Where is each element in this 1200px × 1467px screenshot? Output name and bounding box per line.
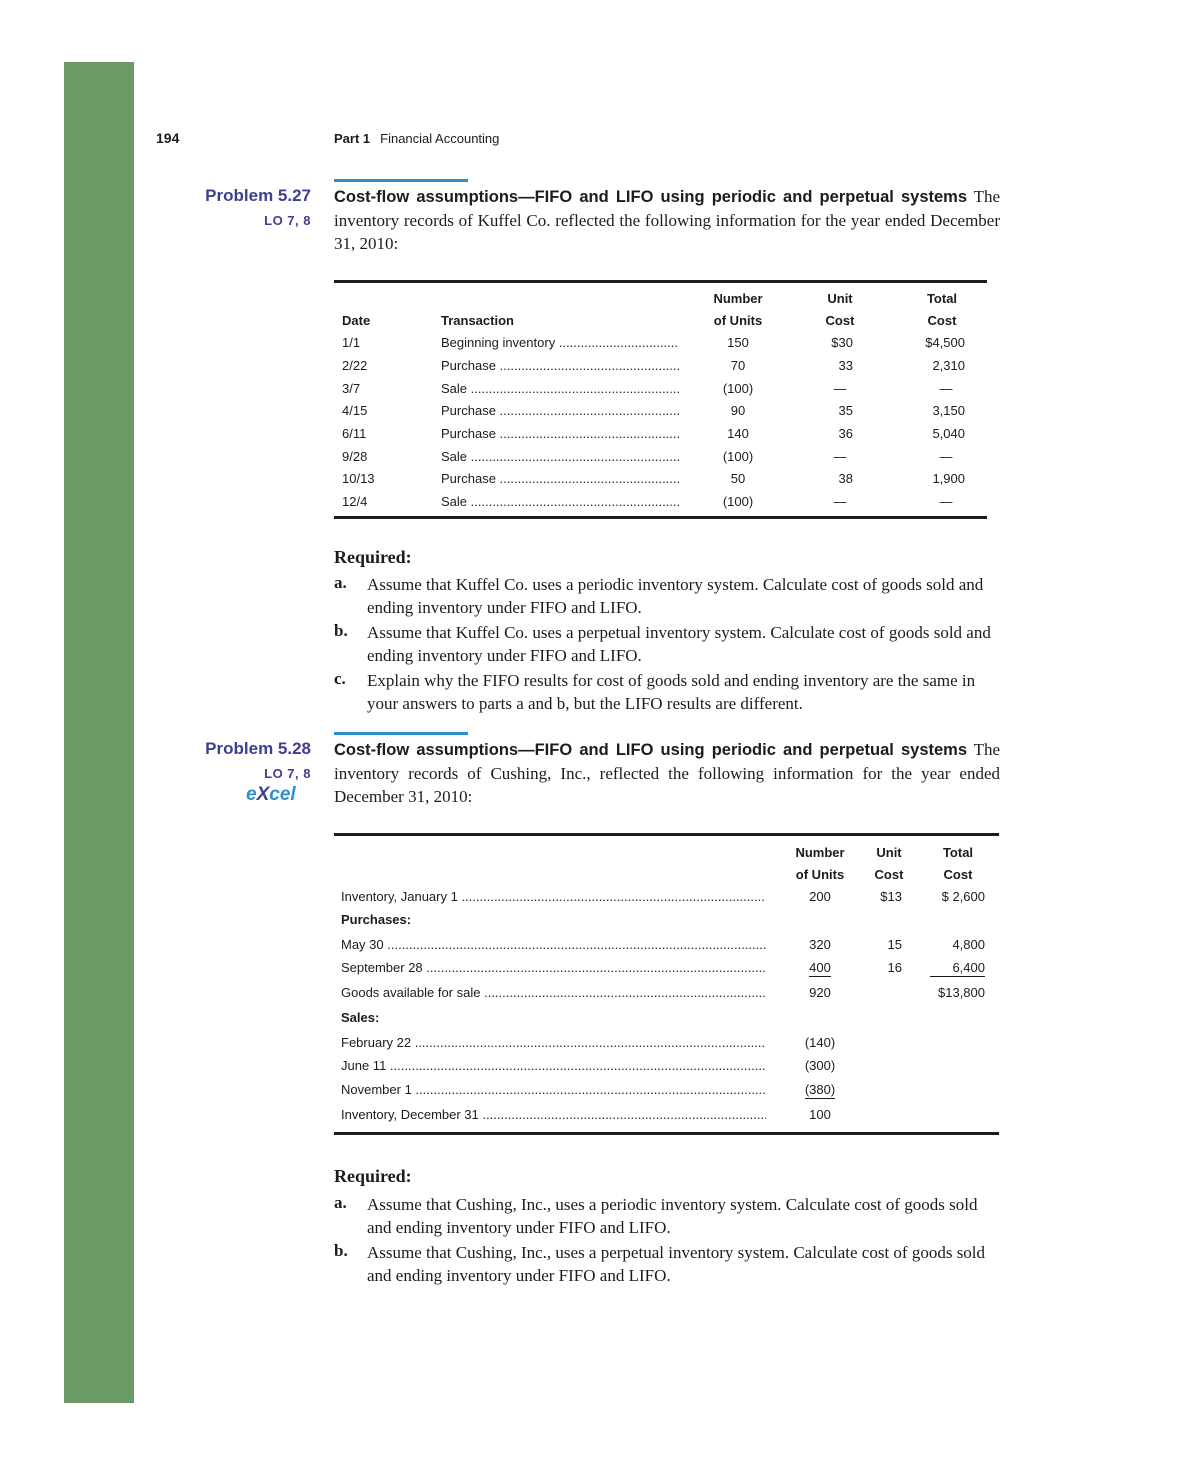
- learning-objective: LO 7, 8: [264, 766, 311, 781]
- cell-label: Goods available for sale .....: [341, 985, 766, 1000]
- cell-total-cost: $4,500: [925, 335, 965, 350]
- problem-intro: The inventory records of Cushing, Inc., reflected the following information for the year ended December 31, 2010:: [334, 740, 1000, 806]
- cell-units: (300): [804, 1058, 836, 1073]
- problem-label: Problem 5.28: [205, 739, 311, 758]
- cell-transaction: Purchase .....: [441, 403, 679, 418]
- page-number: 194: [156, 130, 180, 146]
- cell-unit-cost: 33: [838, 358, 853, 373]
- required-item: Assume that Cushing, Inc., uses a periodic inventory system. Calculate cost of goods sold and ending inventory under FIFO and LIFO.: [367, 1195, 978, 1237]
- cell-unit-cost: 16: [887, 960, 902, 975]
- cell-date: 12/4: [342, 494, 368, 509]
- cell-units: 50: [730, 471, 746, 486]
- required-item: Explain why the FIFO results for cost of goods sold and ending inventory are the same in your answers to parts a and b, but the LIFO results are different.: [367, 671, 976, 713]
- cell-units: 140: [727, 426, 749, 441]
- col-header-units: Number: [713, 291, 763, 306]
- cell-units: 920: [809, 985, 831, 1000]
- col-header-transaction: Transaction: [441, 313, 514, 328]
- cell-unit-cost: 35: [838, 403, 853, 418]
- cell-units: 400: [809, 960, 831, 975]
- cell-date: 4/15: [342, 403, 368, 418]
- section-label: Financial Accounting: [380, 131, 500, 146]
- cell-transaction: Sale .....: [441, 381, 679, 396]
- cell-total-cost: 4,800: [952, 937, 985, 952]
- table-bottom-rule: [334, 1132, 999, 1135]
- cell-transaction: Purchase .....: [441, 358, 679, 373]
- cell-unit-cost: $30: [831, 335, 853, 350]
- cell-units: 200: [809, 889, 831, 904]
- cell-date: 6/11: [342, 426, 367, 441]
- col-header-unit-cost: Unit: [827, 291, 853, 306]
- cell-units: (100): [722, 494, 754, 509]
- col-header-units: of Units: [795, 867, 845, 882]
- cell-date: 10/13: [342, 471, 375, 486]
- col-header-unit-cost: Cost: [874, 867, 904, 882]
- cell-units: (100): [722, 449, 754, 464]
- cell-transaction: Purchase .....: [441, 471, 679, 486]
- cell-label: June 11 .....: [341, 1058, 766, 1073]
- cell-unit-cost: 36: [838, 426, 853, 441]
- col-header-unit-cost: Unit: [876, 845, 902, 860]
- required-letter: b.: [334, 621, 348, 640]
- problem-divider: [334, 732, 468, 735]
- col-header-total-cost: Cost: [943, 867, 973, 882]
- required-item: Assume that Kuffel Co. uses a perpetual inventory system. Calculate cost of goods sold and ending inventory under FIFO and LIFO.: [367, 623, 991, 665]
- cell-total-cost: —: [939, 381, 953, 396]
- cell-total-cost: 6,400: [930, 960, 985, 977]
- cell-total-cost: —: [939, 494, 953, 509]
- required-heading: Required:: [334, 1166, 412, 1186]
- cell-date: 1/1: [342, 335, 361, 350]
- required-item: Assume that Cushing, Inc., uses a perpetual inventory system. Calculate cost of goods sold and ending inventory under FIFO and LIFO.: [367, 1243, 986, 1285]
- cell-unit-cost: —: [833, 494, 847, 509]
- cell-label: Inventory, January 1 .....: [341, 889, 766, 904]
- cell-total-cost: —: [939, 449, 953, 464]
- cell-units: (100): [722, 381, 754, 396]
- col-header-total-cost: Total: [926, 291, 958, 306]
- cell-label: November 1 .....: [341, 1082, 766, 1097]
- excel-logo: eXcel: [246, 784, 296, 805]
- table-bottom-rule: [334, 516, 987, 519]
- cell-units: (140): [804, 1035, 836, 1050]
- table-top-rule: [334, 280, 987, 283]
- problem-title: Cost-flow assumptions—FIFO and LIFO using periodic and perpetual systems: [334, 741, 968, 759]
- problem-statement: [334, 185, 1000, 255]
- cell-unit-cost: —: [833, 381, 847, 396]
- cell-units: 90: [730, 403, 746, 418]
- cell-units: 100: [809, 1107, 831, 1122]
- cell-total-cost: 3,150: [932, 403, 965, 418]
- cell-total-cost: $13,800: [938, 985, 985, 1000]
- cell-units: 70: [730, 358, 746, 373]
- col-header-date: Date: [342, 313, 371, 328]
- cell-total-cost: 2,310: [932, 358, 965, 373]
- cell-unit-cost: 15: [887, 937, 902, 952]
- margin-bar: [64, 62, 134, 1403]
- col-header-units: Number: [795, 845, 845, 860]
- cell-date: 2/22: [342, 358, 368, 373]
- cell-total-cost: 5,040: [932, 426, 965, 441]
- cell-label: February 22 .....: [341, 1035, 766, 1050]
- col-header-unit-cost: Cost: [825, 313, 855, 328]
- running-head: [334, 131, 499, 146]
- required-item: Assume that Kuffel Co. uses a periodic inventory system. Calculate cost of goods sold and ending inventory under FIFO and LIFO.: [367, 575, 984, 617]
- cell-transaction: Sale .....: [441, 494, 679, 509]
- cell-unit-cost: 38: [838, 471, 853, 486]
- cell-date: 9/28: [342, 449, 368, 464]
- cell-transaction: Beginning inventory .....: [441, 335, 679, 350]
- cell-total-cost: $ 2,600: [941, 889, 985, 904]
- problem-title: Cost-flow assumptions—FIFO and LIFO using periodic and perpetual systems: [334, 188, 968, 206]
- problem-statement: [334, 738, 1000, 808]
- cell-unit-cost: $13: [880, 889, 902, 904]
- cell-label: September 28 .....: [341, 960, 766, 975]
- cell-units: (380): [804, 1082, 836, 1097]
- required-letter: b.: [334, 1241, 348, 1260]
- cell-label: Inventory, December 31 .....: [341, 1107, 766, 1122]
- cell-units: 320: [809, 937, 831, 952]
- col-header-total-cost: Cost: [927, 313, 957, 328]
- cell-units: 150: [727, 335, 749, 350]
- cell-transaction: Sale .....: [441, 449, 679, 464]
- cell-unit-cost: —: [833, 449, 847, 464]
- table-top-rule: [334, 833, 999, 836]
- col-header-total-cost: Total: [942, 845, 974, 860]
- col-header-units: of Units: [713, 313, 763, 328]
- problem-intro: The inventory records of Kuffel Co. reflected the following information for the year ended December 31, 2010:: [334, 187, 1000, 253]
- learning-objective: LO 7, 8: [264, 213, 311, 228]
- cell-label: May 30 .....: [341, 937, 766, 952]
- cell-total-cost: 1,900: [932, 471, 965, 486]
- required-letter: a.: [334, 573, 347, 592]
- part-label: Part 1: [334, 131, 371, 146]
- required-heading: Required:: [334, 547, 412, 567]
- section-label-sales: Sales:: [341, 1010, 380, 1025]
- problem-label: Problem 5.27: [205, 186, 311, 205]
- section-label-purchases: Purchases:: [341, 912, 412, 927]
- problem-divider: [334, 179, 468, 182]
- cell-date: 3/7: [342, 381, 361, 396]
- required-letter: a.: [334, 1193, 347, 1212]
- cell-transaction: Purchase .....: [441, 426, 679, 441]
- required-letter: c.: [334, 669, 346, 688]
